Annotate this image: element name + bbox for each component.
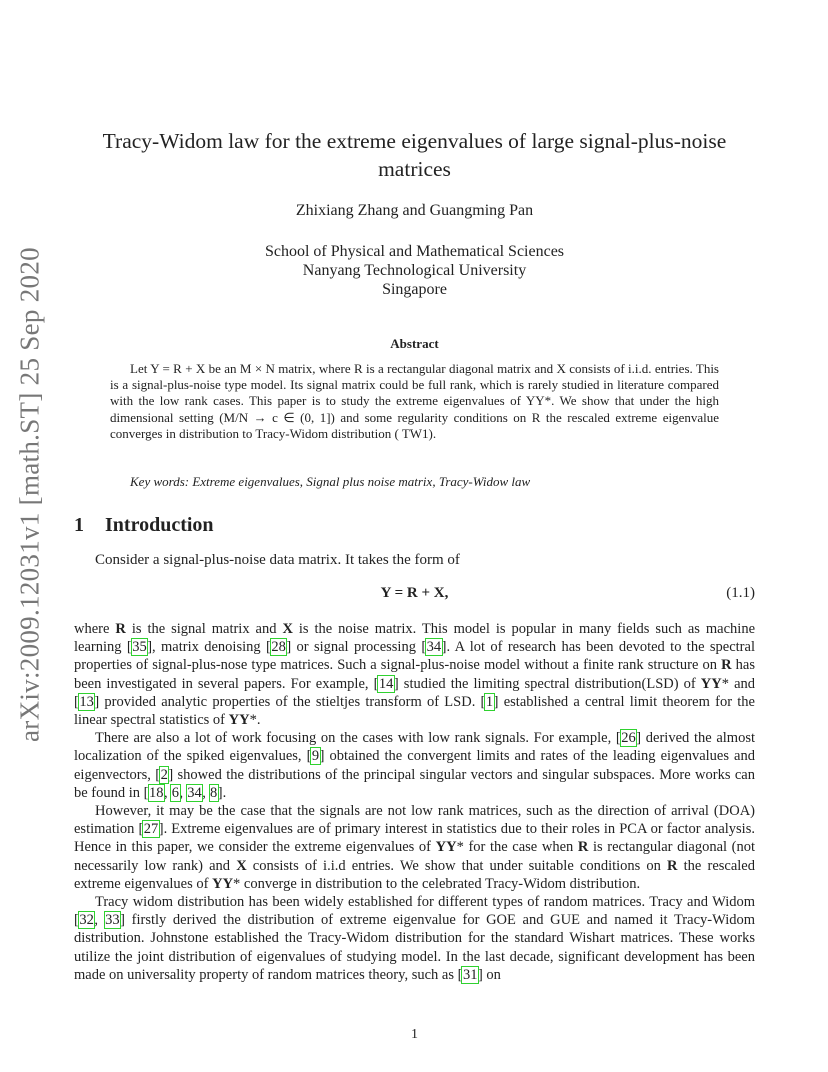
authors: Zhixiang Zhang and Guangming Pan [295, 202, 534, 219]
citation-link[interactable]: 35 [132, 639, 147, 656]
citation-link[interactable]: 8 [210, 784, 218, 801]
citation-link[interactable]: 18 [149, 784, 164, 801]
citation-link[interactable]: 33 [105, 912, 120, 929]
citation-link[interactable]: 27 [143, 821, 159, 838]
citation-link[interactable]: 34 [187, 784, 202, 801]
abstract-heading: Abstract [390, 336, 439, 351]
section-title: Introduction [105, 514, 214, 536]
paper-title: Tracy-Widom law for the extreme eigenvalues of large signal-plus-noise matrices [102, 129, 727, 181]
affiliation [74, 242, 755, 299]
section-heading [74, 514, 214, 537]
citation-link[interactable]: 6 [171, 784, 179, 801]
keywords: Key words: Extreme eigenvalues, Signal plus noise matrix, Tracy-Widow law [130, 474, 531, 489]
citation-link[interactable]: 2 [160, 766, 168, 783]
citation-link[interactable]: 26 [621, 730, 636, 747]
citation-link[interactable]: 1 [485, 693, 494, 710]
paragraph: Tracy widom distribution has been widely established for different types of random matrices. Tracy and Widom [32, 33] firstly derived the distribution of extreme eigenvalue for GOE and GUE and named it Tracy-Widom distribution. Johnstone established the Tracy-Widom distribution for the standard Wishart matrices. These works utilize the joint distribution of eigenvalues of studying model. In the last decade, significant development has been made on universality property of random matrices theory, such as [31] on [74, 894, 755, 983]
citation-link[interactable]: 13 [79, 693, 94, 710]
arxiv-identifier: arXiv:2009.12031v1 [math.ST] 25 Sep 2020 [14, 247, 45, 742]
section-number: 1 [74, 514, 84, 536]
paragraph: However, it may be the case that the signals are not low rank matrices, such as the direction of arrival (DOA) estimation [27]. Extreme eigenvalues are of primary interest in statistics due to their roles in PCA or factor analysis. Hence in this paper, we consider the extreme eigenvalues of YY* for the case when R is rectangular diagonal (not necessarily low rank) and X consists of i.i.d entries. We show that under suitable conditions on R the rescaled extreme eigenvalues of YY* converge in distribution to the celebrated Tracy-Widom distribution. [74, 803, 756, 892]
affiliation-line: Nanyang Technological University [302, 262, 527, 279]
paragraph: where R is the signal matrix and X is the noise matrix. This model is popular in many fields such as machine learning [35], matrix denoising [28] or signal processing [34]. A lot of research has been devoted to the spectral properties of signal-plus-nose type matrices. Such a signal-plus-noise model without a finite rank structure on R has been investigated in several papers. For example, [14] studied the limiting spectral distribution(LSD) of YY* and [13] provided analytic properties of the stieltjes transform of LSD. [1] established a central limit theorem for the linear spectral statistics of YY*. [74, 621, 756, 729]
page-number: 1 [411, 1027, 418, 1042]
paragraph: There are also a lot of work focusing on the cases with low rank signals. For example, [26] derived the almost localization of the spiked eigenvalues, [9] obtained the convergent limits and rates of the leading eigenvalues and eigenvectors, [2] showed the distributions of the principal singular vectors and singular subspaces. More works can be found in [18, 6, 34, 8]. [74, 730, 756, 801]
intro-sentence: Consider a signal-plus-noise data matrix. It takes the form of [95, 552, 460, 568]
citation-link[interactable]: 9 [311, 748, 320, 765]
citation-link[interactable]: 31 [462, 966, 478, 983]
citation-link[interactable]: 34 [426, 639, 442, 656]
citation-link[interactable]: 14 [378, 675, 394, 692]
body-text [74, 620, 755, 984]
affiliation-line: School of Physical and Mathematical Sciences [264, 243, 565, 260]
citation-link[interactable]: 32 [79, 912, 94, 929]
abstract-text: Let Y = R + X be an M × N matrix, where R is a rectangular diagonal matrix and X consists of i.i.d. entries. This is a signal-plus-noise type model. Its signal matrix could be full rank, which is rarely studied in literature compared with the low rank cases. This paper is to study the extreme eigenvalues of YY*. We show that under the high dimensional setting (M/N → c ∈ (0, 1]) and some regularity conditions on R the rescaled extreme eigenvalue converges in distribution to Tracy-Widom distribution ( TW1). [110, 361, 719, 441]
equation-tag: (1.1) [726, 585, 755, 601]
affiliation-line: Singapore [382, 281, 447, 298]
citation-link[interactable]: 28 [271, 639, 286, 656]
equation-text: Y = R + X, [380, 585, 449, 601]
